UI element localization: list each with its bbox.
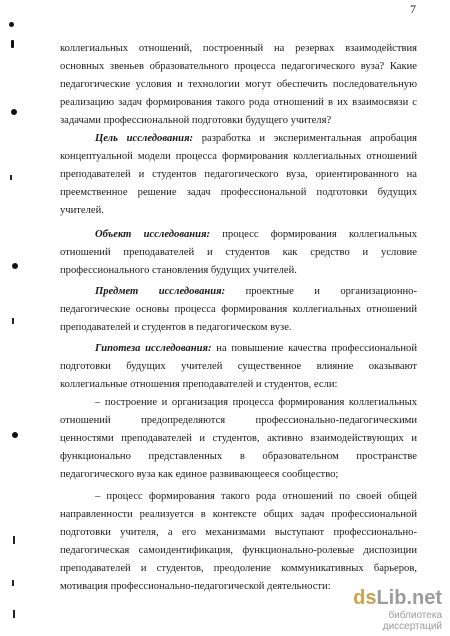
hypothesis-text: на повышение качества профессиональной — [211, 343, 417, 354]
object-line — [95, 226, 417, 244]
text-line: задачами профессиональной подготовки будущего учителя? — [60, 115, 332, 126]
scan-mark — [11, 109, 17, 115]
scan-mark — [10, 175, 12, 180]
text-line: коллегиальные отношения преподавателей и студентов, если: — [60, 379, 338, 390]
text-line: педагогические условия и технологии могут обеспечить последовательную — [60, 79, 417, 90]
hypothesis-label: Гипотеза исследования: — [95, 343, 212, 354]
scan-mark — [9, 22, 14, 27]
watermark-ds: ds — [353, 587, 377, 609]
text-line: учителей. — [60, 205, 104, 216]
subject-text: проектные и организационно- — [225, 286, 417, 297]
object-label: Объект исследования: — [95, 229, 211, 240]
text-line: основных звеньев образовательного процесса педагогического вуза? Какие — [60, 61, 417, 72]
subject-line — [95, 283, 417, 301]
text-line: профессионального становления будущих учителей. — [60, 265, 297, 276]
text-line: направленности реализуется в контексте общих задач профессиональной — [60, 509, 417, 520]
list-item-line: – построение и организация процесса формирования коллегиальных — [95, 397, 417, 408]
text-line: преемственное решение задач профессиональной подготовки будущих — [60, 187, 417, 198]
scan-mark — [12, 318, 14, 324]
text-line: реализацию задач формирования такого рода отношений в их взаимосвязи с — [60, 97, 417, 108]
text-line: отношений преподавателей и студентов как средство и условие — [60, 247, 417, 258]
scan-mark — [13, 610, 15, 618]
text-line: функционально представленных в образовательном пространстве — [60, 451, 417, 462]
scan-mark — [11, 40, 14, 48]
text-line: преподавателей и студентов педагогического вуза, ориентированного на — [60, 169, 417, 180]
hypothesis-line — [95, 340, 417, 358]
list-item-line: – процесс формирования такого рода отношений по своей общей — [95, 491, 417, 502]
scan-mark — [12, 263, 18, 269]
page-number: 7 — [410, 2, 416, 16]
dslib-watermark — [332, 587, 442, 631]
text-line: концептуальной модели процесса формирования коллегиальных отношений — [60, 151, 417, 162]
text-line: преподавателей и студентов, преодоление коммуникативных барьеров, — [60, 563, 417, 574]
scan-mark — [12, 580, 14, 586]
text-line: мотивация профессионально-педагогической деятельности: — [60, 581, 331, 592]
goal-text: разработка и экспериментальная апробация — [193, 133, 417, 144]
text-line: педагогического вуза как единое развивающееся сообщество; — [60, 469, 339, 480]
watermark-subtitle: библиотека диссертаций — [382, 610, 442, 632]
text-line: подготовки будущих учителей существенное влияние оказывают — [60, 361, 417, 372]
goal-line — [95, 130, 417, 148]
text-line: отношений предопределяются профессионально-педагогическими — [60, 415, 417, 426]
object-text: процесс формирования коллегиальных — [210, 229, 417, 240]
subject-label: Предмет исследования: — [95, 286, 226, 297]
text-line: педагогическая самоидентификация, функционально-ролевые диспозиции — [60, 545, 417, 556]
scan-mark — [13, 536, 15, 544]
text-line: педагогические основы процесса формирования коллегиальных отношений — [60, 304, 417, 315]
goal-label: Цель исследования: — [95, 133, 194, 144]
watermark-logo — [332, 587, 442, 610]
text-line: преподавателей и студентов в педагогическом вузе. — [60, 322, 292, 333]
text-line: ценностями преподавателей и студентов, активно взаимодействующих и — [60, 433, 417, 444]
text-line: подготовки учителя, а его механизмами выступают профессионально- — [60, 527, 417, 538]
scan-mark — [12, 432, 18, 438]
text-line: коллегиальных отношений, построенный на резервах взаимодействия — [60, 43, 417, 54]
watermark-lib: Lib.net — [376, 587, 442, 609]
